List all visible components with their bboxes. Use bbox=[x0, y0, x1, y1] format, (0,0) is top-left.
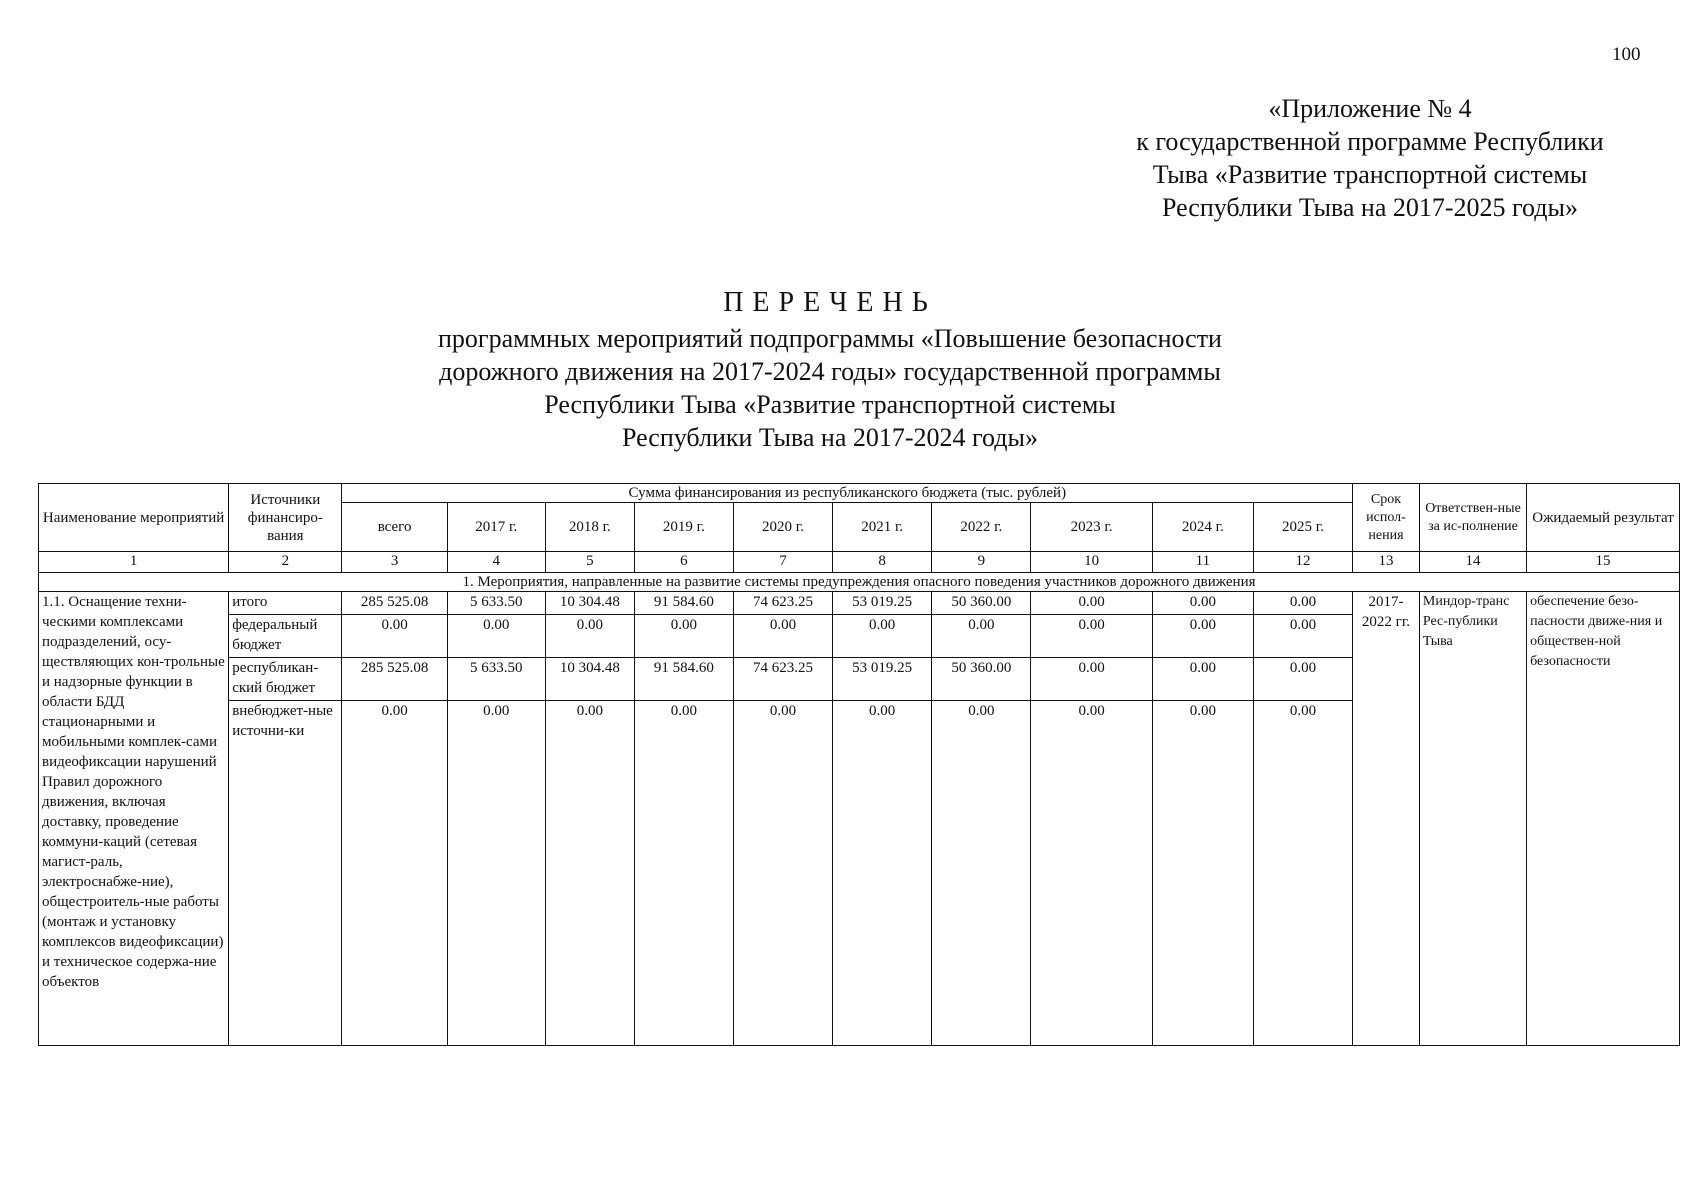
value-cell: 0.00 bbox=[1152, 658, 1253, 701]
value-cell: 0.00 bbox=[447, 701, 545, 1046]
title-main: ПЕРЕЧЕНЬ bbox=[723, 287, 937, 318]
source-label: внебюджет-ные источни-ки bbox=[229, 701, 342, 1046]
appendix-note bbox=[1080, 92, 1660, 224]
value-cell: 285 525.08 bbox=[342, 592, 447, 615]
title-line: дорожного движения на 2017-2024 годы» государственной программы bbox=[439, 357, 1221, 386]
header-responsible: Ответствен-ные за ис-полнение bbox=[1419, 484, 1526, 552]
header-term: Срок испол-нения bbox=[1353, 484, 1420, 552]
value-cell: 0.00 bbox=[932, 615, 1031, 658]
value-cell: 0.00 bbox=[1253, 658, 1352, 701]
column-number: 10 bbox=[1031, 552, 1152, 573]
measures-table bbox=[38, 483, 1680, 1046]
appendix-line: Тыва «Развитие транспортной системы bbox=[1152, 160, 1588, 189]
header-source: Источники финансиро-вания bbox=[229, 484, 342, 552]
measure-name: 1.1. Оснащение техни-ческими комплексами подразделений, осу-ществляющих кон-трольные и надзорные функции в области БДД стационарными и мобильными комплек-сами видеофиксации нарушений Правил дорожного движения, включая доставку, проведение коммуни-каций (сетевая магист-раль, электроснабже-ние), общестроитель-ные работы (монтаж и установку комплексов видеофиксации) и техническое содержа-ние объектов bbox=[39, 592, 229, 1046]
title-line: Республики Тыва на 2017-2024 годы» bbox=[621, 423, 1039, 452]
value-cell: 74 623.25 bbox=[733, 658, 832, 701]
column-number: 9 bbox=[932, 552, 1031, 573]
value-cell: 0.00 bbox=[1031, 701, 1152, 1046]
appendix-line: Республики Тыва на 2017-2025 годы» bbox=[1161, 193, 1579, 222]
column-number: 11 bbox=[1152, 552, 1253, 573]
value-cell: 0.00 bbox=[1152, 701, 1253, 1046]
value-cell: 0.00 bbox=[833, 615, 932, 658]
column-number: 2 bbox=[229, 552, 342, 573]
value-cell: 50 360.00 bbox=[932, 592, 1031, 615]
header-year: 2019 г. bbox=[634, 503, 733, 552]
value-cell: 0.00 bbox=[1253, 701, 1352, 1046]
value-cell: 0.00 bbox=[1152, 615, 1253, 658]
value-cell: 91 584.60 bbox=[634, 592, 733, 615]
value-cell: 0.00 bbox=[342, 615, 447, 658]
responsible-cell: Миндор-транс Рес-публики Тыва bbox=[1419, 592, 1526, 1046]
value-cell: 0.00 bbox=[1253, 615, 1352, 658]
value-cell: 0.00 bbox=[634, 615, 733, 658]
value-cell: 0.00 bbox=[733, 615, 832, 658]
value-cell: 91 584.60 bbox=[634, 658, 733, 701]
value-cell: 0.00 bbox=[634, 701, 733, 1046]
header-funding: Сумма финансирования из республиканского бюджета (тыс. рублей) bbox=[342, 484, 1353, 503]
header-name: Наименование мероприятий bbox=[39, 484, 229, 552]
title-line: Республики Тыва «Развитие транспортной системы bbox=[544, 390, 1116, 419]
value-cell: 0.00 bbox=[1031, 658, 1152, 701]
value-cell: 5 633.50 bbox=[447, 658, 545, 701]
document-title bbox=[380, 286, 1280, 454]
value-cell: 285 525.08 bbox=[342, 658, 447, 701]
header-year: 2020 г. bbox=[733, 503, 832, 552]
column-number: 8 bbox=[833, 552, 932, 573]
column-number: 3 bbox=[342, 552, 447, 573]
header-year: 2022 г. bbox=[932, 503, 1031, 552]
column-number: 14 bbox=[1419, 552, 1526, 573]
header-year: 2021 г. bbox=[833, 503, 932, 552]
value-cell: 0.00 bbox=[447, 615, 545, 658]
term-cell: 2017-2022 гг. bbox=[1353, 592, 1420, 1046]
value-cell: 0.00 bbox=[545, 615, 634, 658]
value-cell: 53 019.25 bbox=[833, 658, 932, 701]
value-cell: 0.00 bbox=[545, 701, 634, 1046]
value-cell: 5 633.50 bbox=[447, 592, 545, 615]
value-cell: 0.00 bbox=[1152, 592, 1253, 615]
header-year: 2018 г. bbox=[545, 503, 634, 552]
header-year: 2023 г. bbox=[1031, 503, 1152, 552]
column-number: 6 bbox=[634, 552, 733, 573]
appendix-line: к государственной программе Республики bbox=[1136, 127, 1604, 156]
column-number: 5 bbox=[545, 552, 634, 573]
value-cell: 0.00 bbox=[1031, 615, 1152, 658]
value-cell: 0.00 bbox=[932, 701, 1031, 1046]
header-year: 2025 г. bbox=[1253, 503, 1352, 552]
column-number: 15 bbox=[1527, 552, 1680, 573]
value-cell: 0.00 bbox=[1253, 592, 1352, 615]
column-number: 12 bbox=[1253, 552, 1352, 573]
source-label: федеральный бюджет bbox=[229, 615, 342, 658]
column-number: 7 bbox=[733, 552, 832, 573]
header-row bbox=[39, 484, 1680, 503]
result-cell: обеспечение безо-пасности движе-ния и обществен-ной безопасности bbox=[1527, 592, 1680, 1046]
header-year: 2017 г. bbox=[447, 503, 545, 552]
value-cell: 53 019.25 bbox=[833, 592, 932, 615]
value-cell: 0.00 bbox=[1031, 592, 1152, 615]
title-line: программных мероприятий подпрограммы «Повышение безопасности bbox=[438, 324, 1222, 353]
value-cell: 0.00 bbox=[342, 701, 447, 1046]
page-number: 100 bbox=[1612, 44, 1641, 65]
section-title: 1. Мероприятия, направленные на развитие системы предупреждения опасного поведения участников дорожного движения bbox=[39, 573, 1680, 592]
column-number: 13 bbox=[1353, 552, 1420, 573]
value-cell: 10 304.48 bbox=[545, 592, 634, 615]
column-number-row bbox=[39, 552, 1680, 573]
appendix-line: «Приложение № 4 bbox=[1268, 94, 1472, 123]
value-cell: 50 360.00 bbox=[932, 658, 1031, 701]
header-total: всего bbox=[342, 503, 447, 552]
column-number: 1 bbox=[39, 552, 229, 573]
value-cell: 0.00 bbox=[833, 701, 932, 1046]
value-cell: 74 623.25 bbox=[733, 592, 832, 615]
source-label: итого bbox=[229, 592, 342, 615]
column-number: 4 bbox=[447, 552, 545, 573]
header-result: Ожидаемый результат bbox=[1527, 484, 1680, 552]
section-row bbox=[39, 573, 1680, 592]
value-cell: 0.00 bbox=[733, 701, 832, 1046]
source-label: республикан-ский бюджет bbox=[229, 658, 342, 701]
header-year: 2024 г. bbox=[1152, 503, 1253, 552]
table-row bbox=[39, 592, 1680, 615]
value-cell: 10 304.48 bbox=[545, 658, 634, 701]
